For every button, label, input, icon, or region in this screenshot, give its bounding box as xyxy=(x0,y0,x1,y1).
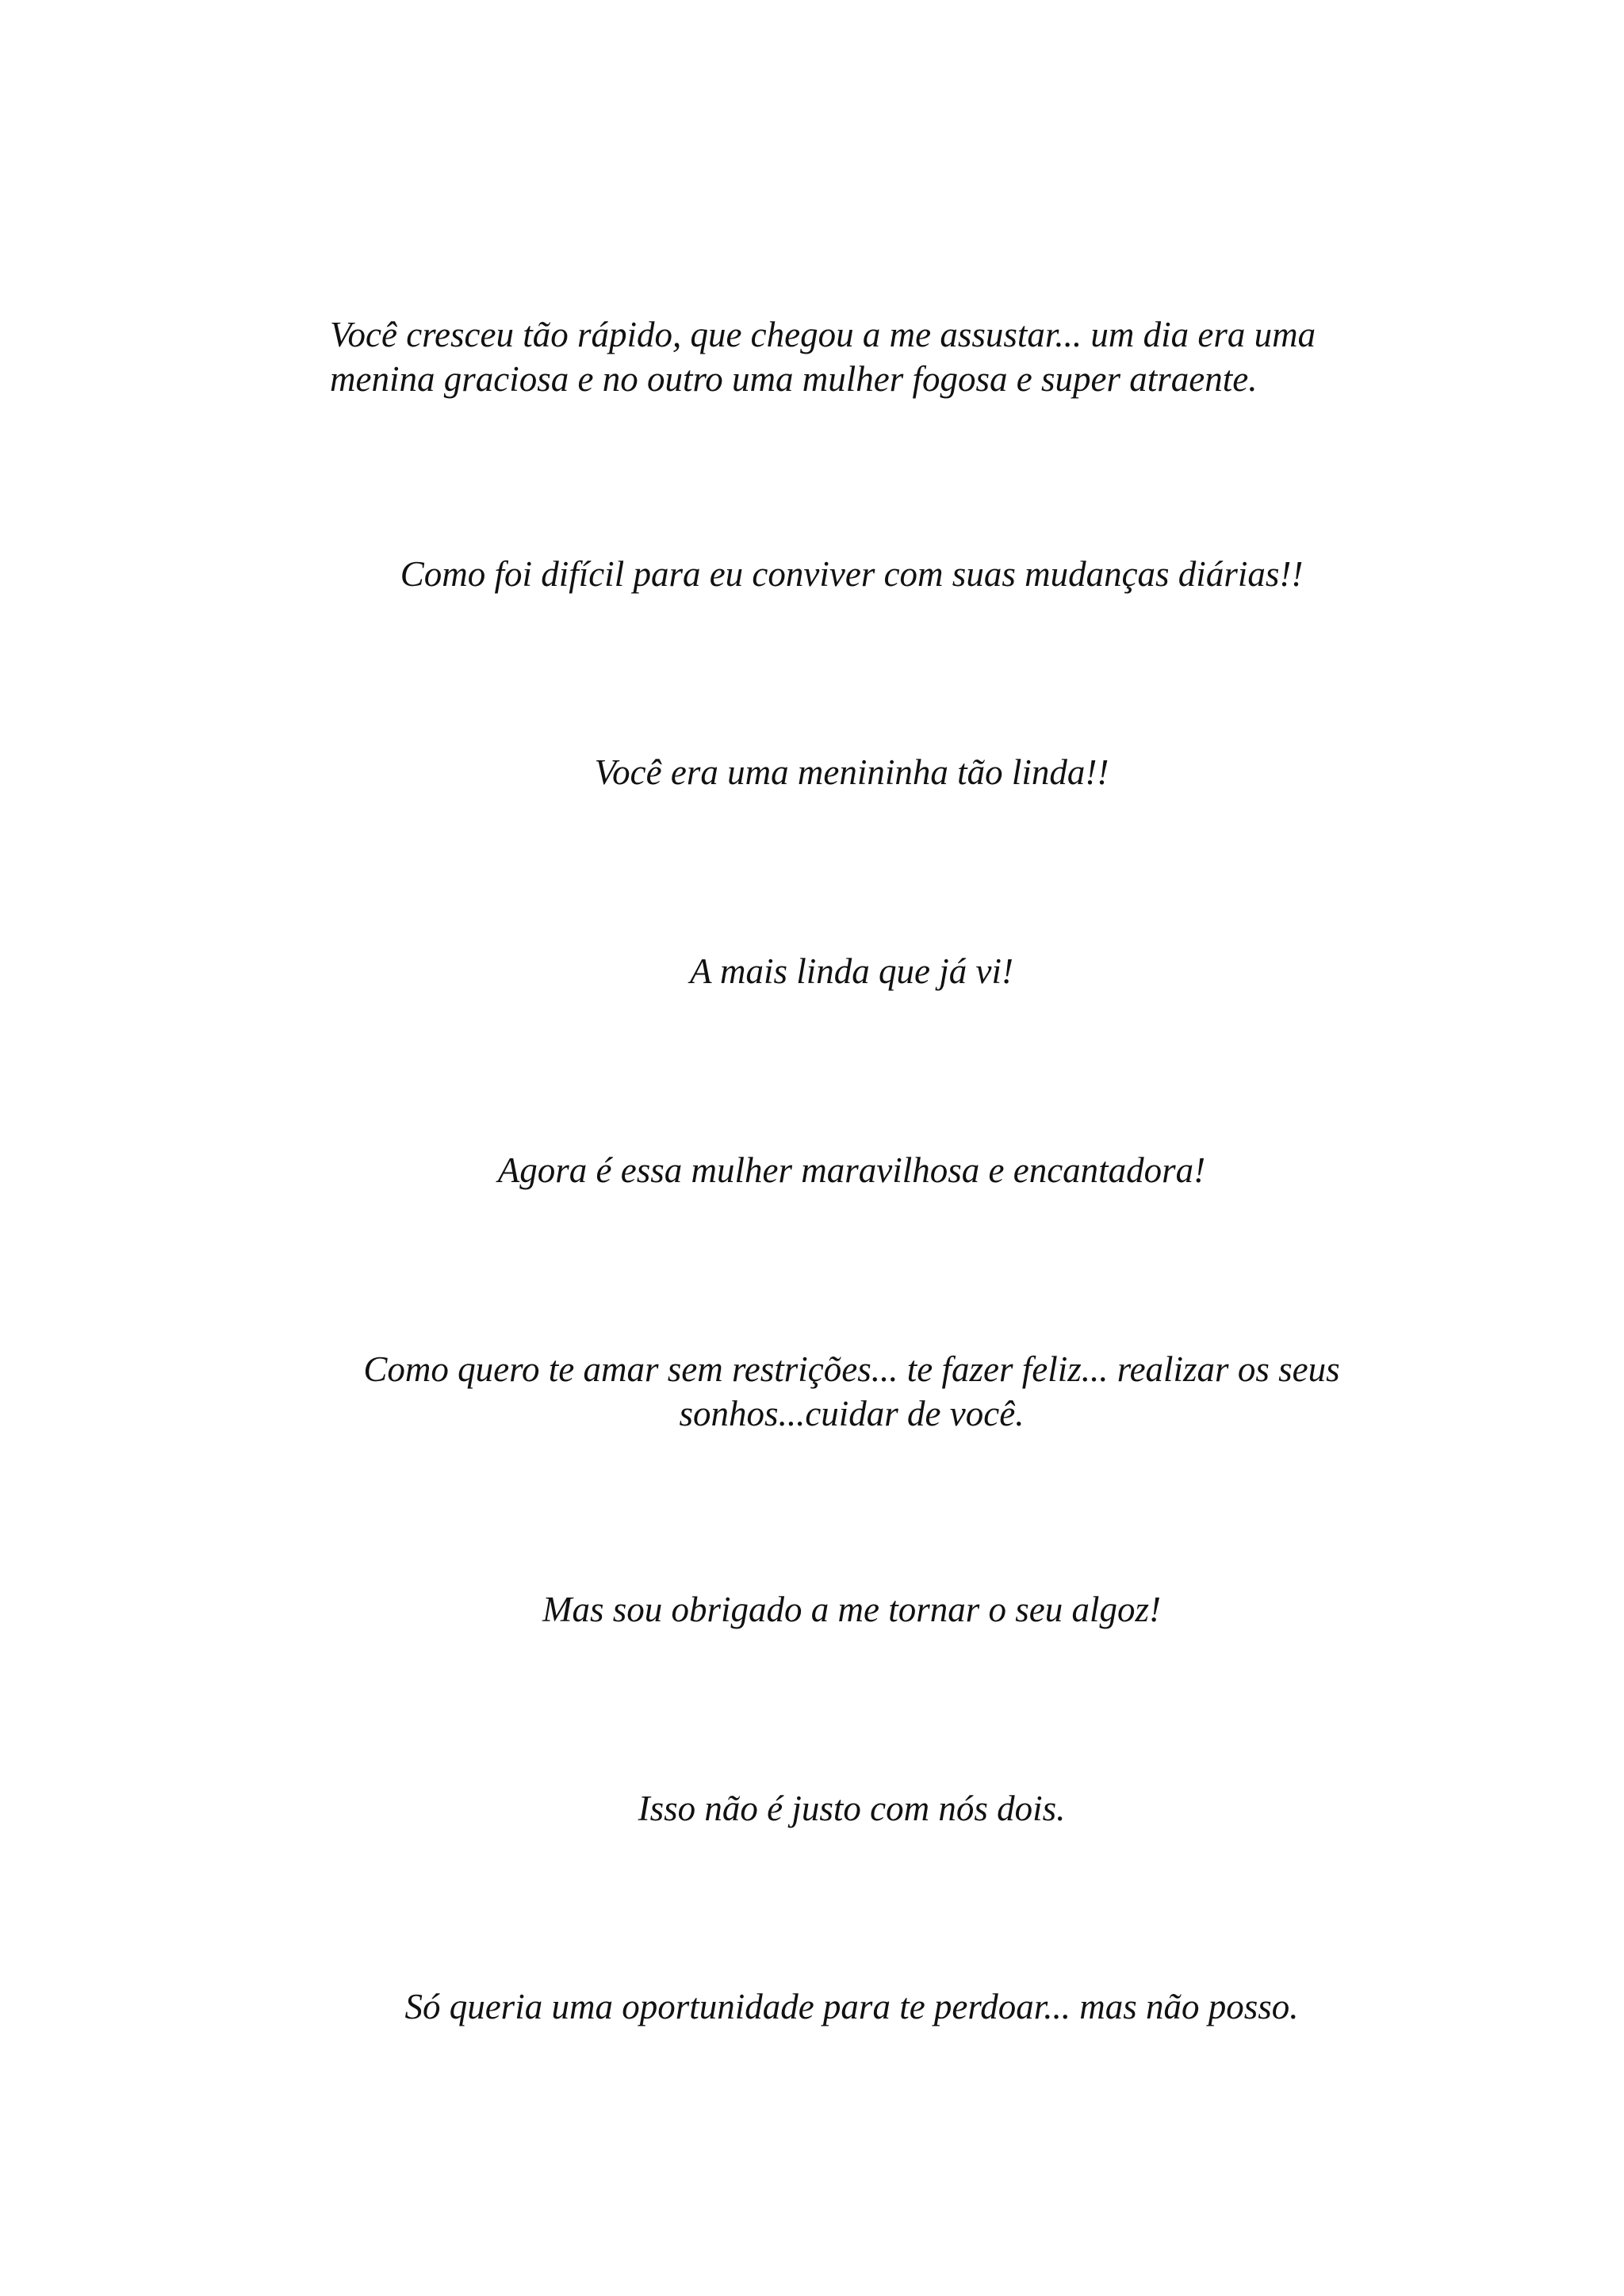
paragraph-5-line-1: Agora é essa mulher maravilhosa e encantadora! xyxy=(497,1150,1206,1190)
paragraph-2-line-1: Como foi difícil para eu conviver com suas mudanças diárias!! xyxy=(400,554,1304,594)
paragraph-3-line-1: Você era uma menininha tão linda!! xyxy=(594,752,1109,792)
paragraph-1-line-2: menina graciosa e no outro uma mulher fogosa e super atraente. xyxy=(330,359,1258,399)
paragraph-2 xyxy=(330,552,1373,596)
paragraph-4 xyxy=(330,949,1373,993)
paragraph-9 xyxy=(330,1984,1373,2029)
paragraph-8-line-1: Isso não é justo com nós dois. xyxy=(638,1789,1066,1828)
paragraph-8 xyxy=(330,1786,1373,1831)
paragraph-6-line-2: sonhos...cuidar de você. xyxy=(679,1394,1025,1433)
paragraph-7-line-1: Mas sou obrigado a me tornar o seu algoz! xyxy=(542,1590,1161,1629)
paragraph-9-line-1: Só queria uma oportunidade para te perdoar... mas não posso. xyxy=(404,1987,1299,2026)
paragraph-1-line-1: Você cresceu tão rápido, que chegou a me assustar... um dia era uma xyxy=(330,315,1316,354)
paragraph-1 xyxy=(330,312,1373,401)
paragraph-6 xyxy=(330,1347,1373,1436)
paragraph-6-line-1: Como quero te amar sem restrições... te fazer feliz... realizar os seus xyxy=(363,1349,1340,1389)
paragraph-5 xyxy=(330,1148,1373,1192)
paragraph-3 xyxy=(330,750,1373,794)
paragraph-7 xyxy=(330,1587,1373,1632)
paragraph-4-line-1: A mais linda que já vi! xyxy=(690,951,1013,991)
